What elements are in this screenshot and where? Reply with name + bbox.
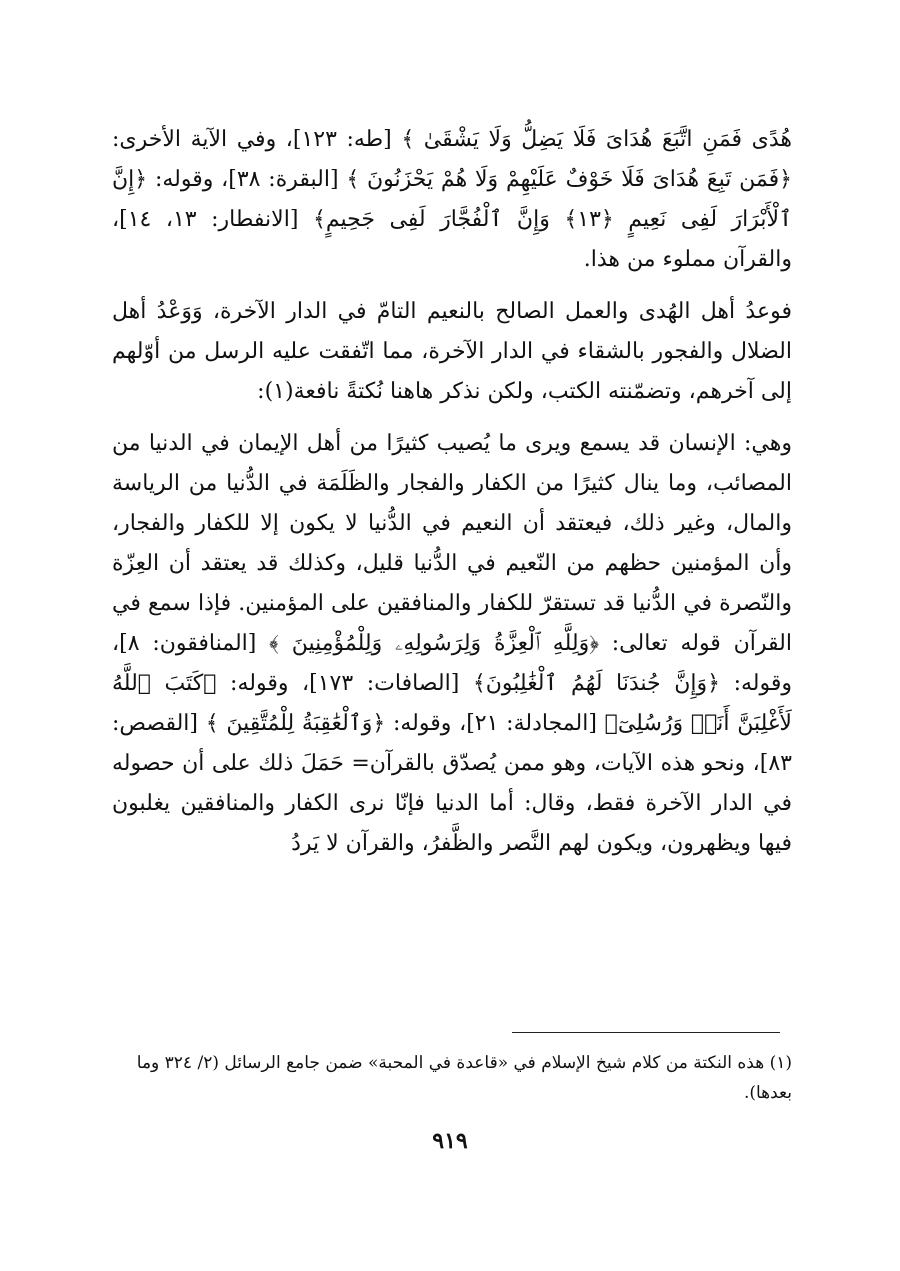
footnote: (١) هذه النكتة من كلام شيخ الإسلام في «قاعدة في المحبة» ضمن جامع الرسائل (٢/ ٣٢٤ وما بعدها). — [136, 1053, 792, 1103]
paragraph-2: فوعدُ أهل الهُدى والعمل الصالح بالنعيم التامّ في الدار الآخرة، وَوَعْدُ أهل الضلال والفجور بالشقاء في الدار الآخرة، مما اتّفقت عليه الرسل من أوّلهم إلى آخرهم، وتضمّنته الكتب، ولكن نذكر هاهنا نُكتةً نافعة(١): — [112, 299, 792, 404]
paragraph-3: وهي: الإنسان قد يسمع ويرى ما يُصيب كثيرًا من أهل الإيمان في الدنيا من المصائب، وما ينال كثيرًا من الكفار والفجار والظَلَمَة في الدُّنيا من الرياسة والمال، وغير ذلك، فيعتقد أن النعيم في الدُّنيا لا يكون إلا للكفار والفجار، وأن المؤمنين حظهم من النّعيم في الدُّنيا قليل، وكذلك قد يعتقد أن العِزّة والنّصرة في الدُّنيا قد تستقرّ للكفار والمنافقين على المؤمنين. فإذا سمع في القرآن قوله تعالى: ﴿وَلِلَّهِ ٱلْعِزَّةُ وَلِرَسُولِهِۦ وَلِلْمُؤْمِنِينَ ﴾ [المنافقون: ٨]، وقوله: ﴿وَإِنَّ جُندَنَا لَهُمُ ٱلْغَٰلِبُونَ﴾ [الصافات: ١٧٣]، وقوله: ﴿كَتَبَ ٱللَّهُ لَأَغْلِبَنَّ أَنَا۠ وَرُسُلِىٓ﴾ [المجادلة: ٢١]، وقوله: ﴿وَٱلْعَٰقِبَةُ لِلْمُتَّقِينَ ﴾ [القصص: ٨٣]، ونحو هذه الآيات، وهو ممن يُصدّق بالقرآن= حَمَلَ ذلك على أن حصوله في الدار الآخرة فقط، وقال: أما الدنيا فإنّا نرى الكفار والمنافقين يغلبون فيها ويظهرون، ويكون لهم النَّصر والظَّفرُ، والقرآن لا يَردُ — [112, 431, 792, 856]
main-text-block — [112, 120, 792, 864]
footnote-divider — [512, 1032, 780, 1033]
page-number: ٩١٩ — [432, 1128, 468, 1154]
paragraph-1: هُدًى فَمَنِ اتَّبَعَ هُدَاىَ فَلَا يَضِلُّ وَلَا يَشْقَىٰ ﴾ [طه: ١٢٣]، وفي الآية الأخرى: ﴿فَمَن تَبِعَ هُدَاىَ فَلَا خَوْفٌ عَلَيْهِمْ وَلَا هُمْ يَحْزَنُونَ ﴾ [البقرة: ٣٨]، وقوله: ﴿إِنَّ ٱلْأَبْرَارَ لَفِى نَعِيمٍ ﴿١٣﴾ وَإِنَّ ٱلْفُجَّارَ لَفِى جَحِيمٍ﴾ [الانفطار: ١٣، ١٤]، والقرآن مملوء من هذا. — [112, 127, 792, 272]
